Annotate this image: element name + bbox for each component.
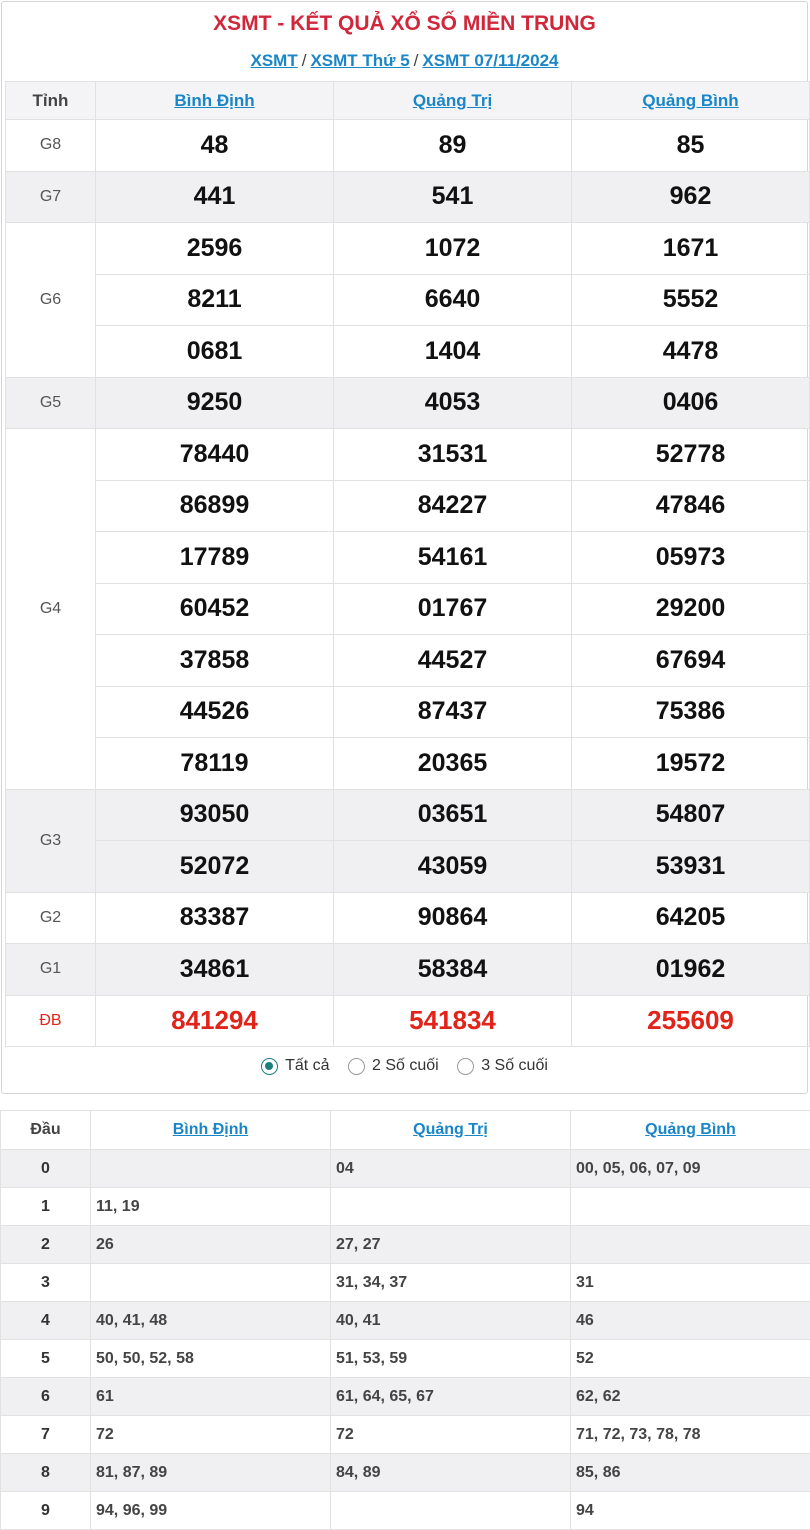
prize-number: 78440 bbox=[96, 429, 334, 481]
dau-row bbox=[1, 1188, 810, 1226]
prize-row bbox=[6, 738, 810, 790]
dau-values: 71, 72, 73, 78, 78 bbox=[571, 1416, 810, 1454]
prize-number: 83387 bbox=[96, 892, 334, 944]
prize-number: 841294 bbox=[96, 995, 334, 1047]
radio-icon[interactable] bbox=[457, 1058, 474, 1075]
prize-row bbox=[6, 995, 810, 1047]
prize-row bbox=[6, 171, 810, 223]
prize-number: 90864 bbox=[334, 892, 572, 944]
dau-values: 40, 41 bbox=[331, 1302, 571, 1340]
filter-label: 3 Số cuối bbox=[481, 1057, 548, 1074]
prize-number: 52778 bbox=[572, 429, 810, 481]
prize-number: 54161 bbox=[334, 532, 572, 584]
province-header bbox=[331, 1111, 571, 1150]
dau-digit: 3 bbox=[1, 1264, 91, 1302]
dau-values: 11, 19 bbox=[91, 1188, 331, 1226]
prize-number: 86899 bbox=[96, 480, 334, 532]
prize-number: 962 bbox=[572, 171, 810, 223]
dau-values: 94 bbox=[571, 1492, 810, 1530]
prize-number: 47846 bbox=[572, 480, 810, 532]
prize-label: G8 bbox=[6, 120, 96, 172]
prize-number: 1404 bbox=[334, 326, 572, 378]
dau-values: 31 bbox=[571, 1264, 810, 1302]
dau-row bbox=[1, 1302, 810, 1340]
prize-row bbox=[6, 120, 810, 172]
prize-row bbox=[6, 429, 810, 481]
prize-row bbox=[6, 377, 810, 429]
prize-number: 89 bbox=[334, 120, 572, 172]
prize-row bbox=[6, 223, 810, 275]
prize-number: 1671 bbox=[572, 223, 810, 275]
province-link-quang-binh[interactable]: Quảng Bình bbox=[642, 90, 739, 110]
dau-row bbox=[1, 1416, 810, 1454]
prize-number: 541 bbox=[334, 171, 572, 223]
prize-label: G4 bbox=[6, 429, 96, 790]
prize-label: G6 bbox=[6, 223, 96, 378]
prize-number: 84227 bbox=[334, 480, 572, 532]
prize-number: 1072 bbox=[334, 223, 572, 275]
prize-number: 05973 bbox=[572, 532, 810, 584]
prize-number: 75386 bbox=[572, 686, 810, 738]
prize-number: 31531 bbox=[334, 429, 572, 481]
prize-row bbox=[6, 274, 810, 326]
prize-number: 29200 bbox=[572, 583, 810, 635]
prize-number: 9250 bbox=[96, 377, 334, 429]
dau-digit: 5 bbox=[1, 1340, 91, 1378]
breadcrumb-xsmt-date[interactable]: XSMT 07/11/2024 bbox=[422, 51, 559, 70]
dau-row bbox=[1, 1150, 810, 1188]
prize-row bbox=[6, 944, 810, 996]
province-link-quang-tri[interactable]: Quảng Trị bbox=[413, 1121, 488, 1138]
dau-values: 50, 50, 52, 58 bbox=[91, 1340, 331, 1378]
radio-icon[interactable] bbox=[261, 1058, 278, 1075]
prize-row bbox=[6, 583, 810, 635]
prize-row bbox=[6, 635, 810, 687]
prize-label: G1 bbox=[6, 944, 96, 996]
dau-values bbox=[91, 1264, 331, 1302]
dau-values: 81, 87, 89 bbox=[91, 1454, 331, 1492]
filter-all[interactable] bbox=[261, 1057, 329, 1075]
prize-number: 8211 bbox=[96, 274, 334, 326]
dau-row bbox=[1, 1492, 810, 1530]
dau-digit: 4 bbox=[1, 1302, 91, 1340]
prize-number: 43059 bbox=[334, 841, 572, 893]
prize-number: 34861 bbox=[96, 944, 334, 996]
breadcrumb-xsmt-thu5[interactable]: XSMT Thứ 5 bbox=[310, 51, 410, 70]
province-header bbox=[96, 82, 334, 120]
prize-number: 5552 bbox=[572, 274, 810, 326]
prize-label: ĐB bbox=[6, 995, 96, 1047]
dau-values: 61 bbox=[91, 1378, 331, 1416]
province-link-binh-dinh[interactable]: Bình Định bbox=[174, 90, 255, 110]
prize-number: 44527 bbox=[334, 635, 572, 687]
province-link-quang-tri[interactable]: Quảng Trị bbox=[412, 90, 493, 110]
prize-number: 01767 bbox=[334, 583, 572, 635]
digit-filter bbox=[2, 1057, 807, 1080]
dau-values: 84, 89 bbox=[331, 1454, 571, 1492]
dau-values: 61, 64, 65, 67 bbox=[331, 1378, 571, 1416]
dau-row bbox=[1, 1454, 810, 1492]
dau-values bbox=[571, 1188, 810, 1226]
prize-number: 2596 bbox=[96, 223, 334, 275]
dau-table bbox=[0, 1110, 810, 1530]
dau-row bbox=[1, 1340, 810, 1378]
breadcrumb bbox=[2, 51, 807, 71]
breadcrumb-separator: / bbox=[413, 51, 419, 70]
filter-label: 2 Số cuối bbox=[372, 1057, 439, 1074]
dau-row bbox=[1, 1378, 810, 1416]
prize-number: 60452 bbox=[96, 583, 334, 635]
dau-body bbox=[1, 1150, 810, 1530]
filter-last-3[interactable] bbox=[457, 1057, 548, 1075]
dau-values: 26 bbox=[91, 1226, 331, 1264]
dau-values: 27, 27 bbox=[331, 1226, 571, 1264]
dau-row bbox=[1, 1226, 810, 1264]
dau-digit: 9 bbox=[1, 1492, 91, 1530]
dau-values: 51, 53, 59 bbox=[331, 1340, 571, 1378]
prize-number: 54807 bbox=[572, 789, 810, 841]
province-header bbox=[91, 1111, 331, 1150]
prize-number: 58384 bbox=[334, 944, 572, 996]
prize-number: 93050 bbox=[96, 789, 334, 841]
prize-number: 19572 bbox=[572, 738, 810, 790]
dau-values: 52 bbox=[571, 1340, 810, 1378]
dau-digit: 0 bbox=[1, 1150, 91, 1188]
results-header-row bbox=[6, 82, 810, 120]
filter-last-2[interactable] bbox=[348, 1057, 439, 1075]
prize-number: 44526 bbox=[96, 686, 334, 738]
prize-row bbox=[6, 326, 810, 378]
dau-values bbox=[331, 1492, 571, 1530]
prize-label: G3 bbox=[6, 789, 96, 892]
prize-number: 64205 bbox=[572, 892, 810, 944]
prize-number: 37858 bbox=[96, 635, 334, 687]
prize-number: 78119 bbox=[96, 738, 334, 790]
dau-values: 40, 41, 48 bbox=[91, 1302, 331, 1340]
dau-values: 72 bbox=[331, 1416, 571, 1454]
filter-label: Tất cả bbox=[285, 1057, 330, 1074]
dau-digit: 7 bbox=[1, 1416, 91, 1454]
dau-digit: 8 bbox=[1, 1454, 91, 1492]
prize-label: G5 bbox=[6, 377, 96, 429]
province-column-label: Tỉnh bbox=[6, 82, 96, 120]
dau-values: 85, 86 bbox=[571, 1454, 810, 1492]
dau-values: 62, 62 bbox=[571, 1378, 810, 1416]
dau-values: 04 bbox=[331, 1150, 571, 1188]
prize-number: 67694 bbox=[572, 635, 810, 687]
dau-digit: 1 bbox=[1, 1188, 91, 1226]
prize-number: 17789 bbox=[96, 532, 334, 584]
prize-number: 87437 bbox=[334, 686, 572, 738]
results-body bbox=[6, 120, 810, 1047]
prize-number: 4478 bbox=[572, 326, 810, 378]
dau-values: 46 bbox=[571, 1302, 810, 1340]
prize-number: 0406 bbox=[572, 377, 810, 429]
breadcrumb-separator: / bbox=[301, 51, 307, 70]
prize-row bbox=[6, 480, 810, 532]
prize-row bbox=[6, 892, 810, 944]
dau-header-row bbox=[1, 1111, 810, 1150]
dau-values: 72 bbox=[91, 1416, 331, 1454]
prize-row bbox=[6, 686, 810, 738]
province-header bbox=[572, 82, 810, 120]
province-link-quang-binh[interactable]: Quảng Bình bbox=[645, 1121, 736, 1138]
dau-row bbox=[1, 1264, 810, 1302]
prize-number: 52072 bbox=[96, 841, 334, 893]
prize-label: G7 bbox=[6, 171, 96, 223]
prize-number: 4053 bbox=[334, 377, 572, 429]
dau-values: 00, 05, 06, 07, 09 bbox=[571, 1150, 810, 1188]
dau-values bbox=[91, 1150, 331, 1188]
prize-number: 0681 bbox=[96, 326, 334, 378]
radio-icon[interactable] bbox=[348, 1058, 365, 1075]
dau-digit: 2 bbox=[1, 1226, 91, 1264]
province-header bbox=[571, 1111, 810, 1150]
prize-number: 441 bbox=[96, 171, 334, 223]
prize-number: 85 bbox=[572, 120, 810, 172]
breadcrumb-xsmt[interactable]: XSMT bbox=[250, 51, 298, 70]
province-header bbox=[334, 82, 572, 120]
prize-number: 01962 bbox=[572, 944, 810, 996]
prize-row bbox=[6, 841, 810, 893]
page-title: XSMT - KẾT QUẢ XỔ SỐ MIỀN TRUNG bbox=[213, 12, 596, 35]
dau-column-label: Đầu bbox=[1, 1111, 91, 1150]
prize-label: G2 bbox=[6, 892, 96, 944]
prize-number: 48 bbox=[96, 120, 334, 172]
dau-values: 31, 34, 37 bbox=[331, 1264, 571, 1302]
results-card bbox=[1, 1, 808, 1094]
prize-number: 541834 bbox=[334, 995, 572, 1047]
prize-number: 6640 bbox=[334, 274, 572, 326]
dau-values: 94, 96, 99 bbox=[91, 1492, 331, 1530]
dau-values bbox=[571, 1226, 810, 1264]
prize-row bbox=[6, 789, 810, 841]
dau-values bbox=[331, 1188, 571, 1226]
prize-number: 03651 bbox=[334, 789, 572, 841]
prize-number: 255609 bbox=[572, 995, 810, 1047]
results-table bbox=[5, 81, 810, 1047]
prize-row bbox=[6, 532, 810, 584]
province-link-binh-dinh[interactable]: Bình Định bbox=[172, 1121, 249, 1138]
prize-number: 20365 bbox=[334, 738, 572, 790]
dau-digit: 6 bbox=[1, 1378, 91, 1416]
prize-number: 53931 bbox=[572, 841, 810, 893]
